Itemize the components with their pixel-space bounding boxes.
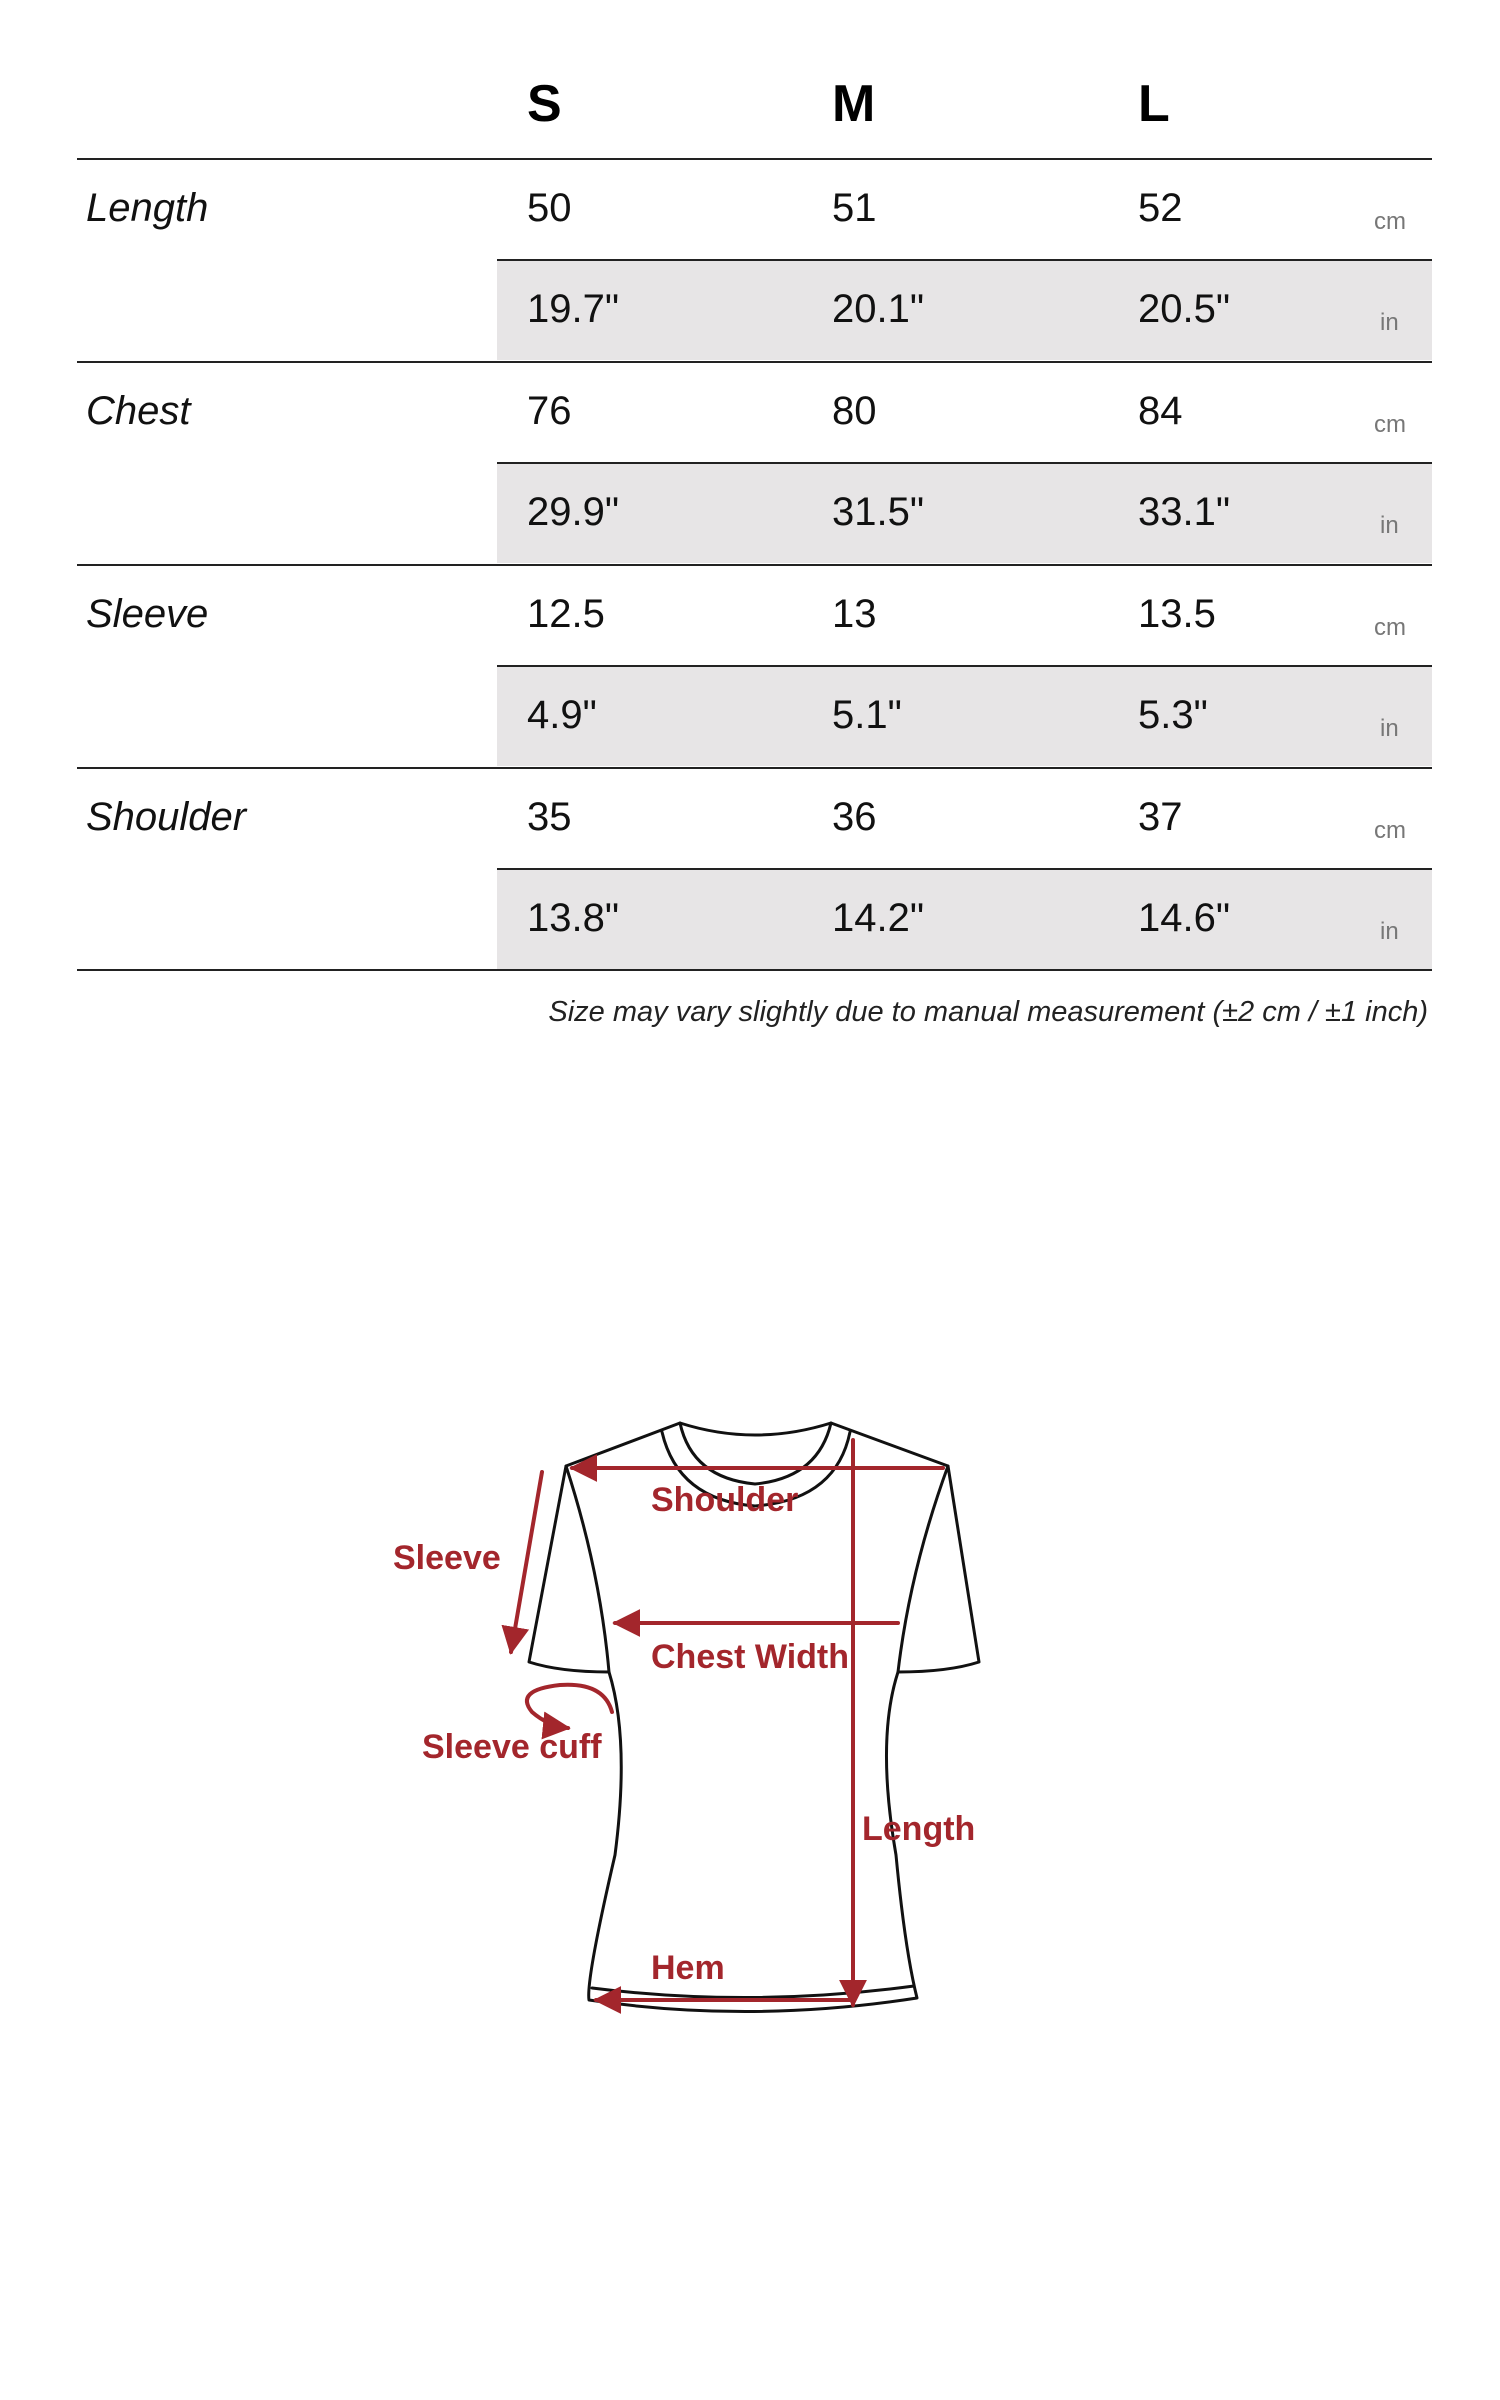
sleeve-l-cm: 13.5 (1138, 592, 1216, 636)
label-hem: Hem (651, 1949, 725, 1987)
length-m-in: 20.1" (832, 287, 925, 331)
chest-m-in: 31.5" (832, 490, 925, 534)
length-l-cm: 52 (1138, 186, 1183, 230)
inch-row-shading (497, 261, 1432, 360)
sleeve-s-cm: 12.5 (527, 592, 605, 636)
inch-row-shading (497, 667, 1432, 766)
row-label-sleeve: Sleeve (86, 592, 209, 636)
label-shoulder: Shoulder (651, 1481, 799, 1519)
inch-row-shading (497, 464, 1432, 563)
row-divider (77, 361, 1432, 363)
label-sleeve: Sleeve (393, 1539, 501, 1577)
chest-m-cm: 80 (832, 389, 877, 433)
unit-cm-label: cm (1374, 208, 1406, 235)
label-chest-width: Chest Width (651, 1638, 850, 1676)
unit-in-label: in (1380, 918, 1399, 945)
sleeve-m-cm: 13 (832, 592, 877, 636)
tshirt-measurement-diagram (0, 1300, 1500, 2120)
shoulder-m-cm: 36 (832, 795, 877, 839)
tshirt-illustration (0, 1300, 1500, 2120)
length-s-cm: 50 (527, 186, 572, 230)
unit-cm-label: cm (1374, 817, 1406, 844)
size-header-s: S (527, 75, 562, 133)
measurement-note: Size may vary slightly due to manual measurement (±2 cm / ±1 inch) (548, 996, 1428, 1028)
chest-s-in: 29.9" (527, 490, 620, 534)
row-divider (77, 767, 1432, 769)
unit-cm-label: cm (1374, 411, 1406, 438)
tshirt-sleeve-seam-left (566, 1466, 609, 1672)
unit-in-label: in (1380, 309, 1399, 336)
shoulder-s-in: 13.8" (527, 896, 620, 940)
size-header-l: L (1138, 75, 1170, 133)
shoulder-m-in: 14.2" (832, 896, 925, 940)
unit-cm-label: cm (1374, 614, 1406, 641)
sleeve-l-in: 5.3" (1138, 693, 1208, 737)
shoulder-l-cm: 37 (1138, 795, 1183, 839)
row-label-length: Length (86, 186, 209, 230)
length-s-in: 19.7" (527, 287, 620, 331)
sleeve-m-in: 5.1" (832, 693, 902, 737)
size-header-m: M (832, 75, 876, 133)
row-label-shoulder: Shoulder (86, 795, 247, 839)
chest-l-cm: 84 (1138, 389, 1183, 433)
length-m-cm: 51 (832, 186, 877, 230)
tshirt-collar-outer (680, 1423, 831, 1484)
measurement-arrows (511, 1440, 943, 2005)
row-divider (77, 158, 1432, 160)
length-l-in: 20.5" (1138, 287, 1231, 331)
row-label-chest: Chest (86, 389, 191, 433)
inch-row-shading (497, 870, 1432, 969)
label-sleeve-cuff: Sleeve cuff (422, 1728, 602, 1766)
tshirt-sleeve-seam-right (898, 1466, 948, 1672)
unit-in-label: in (1380, 715, 1399, 742)
sleeve-cuff-arrow (527, 1685, 612, 1728)
size-header-row (77, 0, 1432, 158)
label-length: Length (862, 1810, 976, 1848)
row-divider (77, 564, 1432, 566)
chest-l-in: 33.1" (1138, 490, 1231, 534)
shoulder-l-in: 14.6" (1138, 896, 1231, 940)
tshirt-hem-inner (592, 1986, 914, 1998)
sleeve-s-in: 4.9" (527, 693, 597, 737)
table-bottom-rule (77, 969, 1432, 971)
shoulder-s-cm: 35 (527, 795, 572, 839)
unit-in-label: in (1380, 512, 1399, 539)
chest-s-cm: 76 (527, 389, 572, 433)
